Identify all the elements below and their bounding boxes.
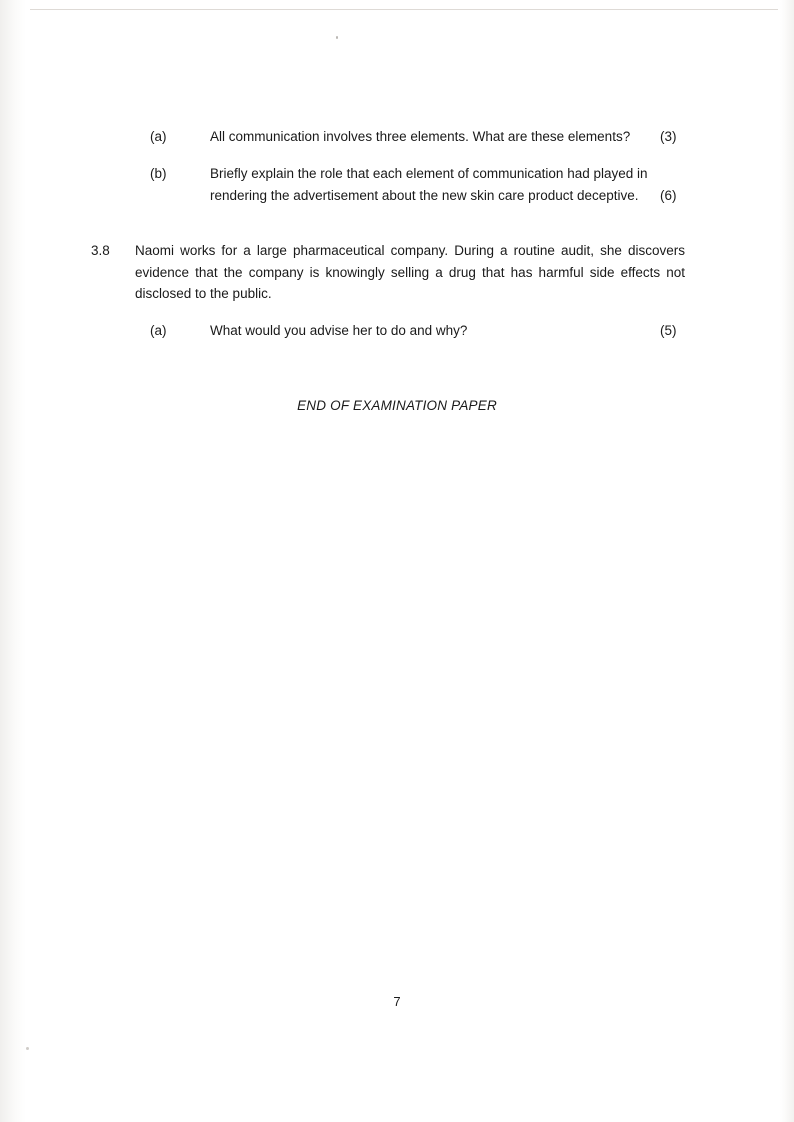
question-item-a: [150, 126, 690, 148]
question-item-3-8: [91, 240, 691, 305]
question-item-3-8-a: [150, 320, 690, 342]
end-of-paper-note: END OF EXAMINATION PAPER: [297, 398, 497, 413]
scan-speck: [26, 1047, 29, 1050]
page-number: 7: [393, 994, 401, 1009]
question-text-3-8-a: What would you advise her to do and why?: [210, 323, 468, 338]
question-label-3-8-a: (a): [150, 323, 167, 338]
question-text-b: Briefly explain the role that each element of communication had played in rendering the advertisement about the new skin care product deceptive.: [210, 166, 648, 203]
question-label-a: (a): [150, 129, 167, 144]
question-item-b: [150, 163, 690, 206]
scan-edge-right: [780, 0, 794, 1122]
question-label-b: (b): [150, 166, 167, 181]
scan-edge-left: [0, 0, 26, 1122]
question-marks-a: (3): [660, 129, 677, 144]
scan-speck: [336, 36, 338, 39]
question-text-a: All communication involves three elements. What are these elements?: [210, 129, 631, 144]
question-marks-3-8-a: (5): [660, 323, 677, 338]
question-marks-b: (6): [660, 187, 677, 203]
question-number-3-8: 3.8: [91, 243, 110, 258]
scan-top-border: [30, 9, 778, 10]
question-body-3-8: Naomi works for a large pharmaceutical company. During a routine audit, she discovers evidence that the company is knowingly selling a drug that has harmful side effects not disclosed to the public.: [135, 243, 685, 301]
